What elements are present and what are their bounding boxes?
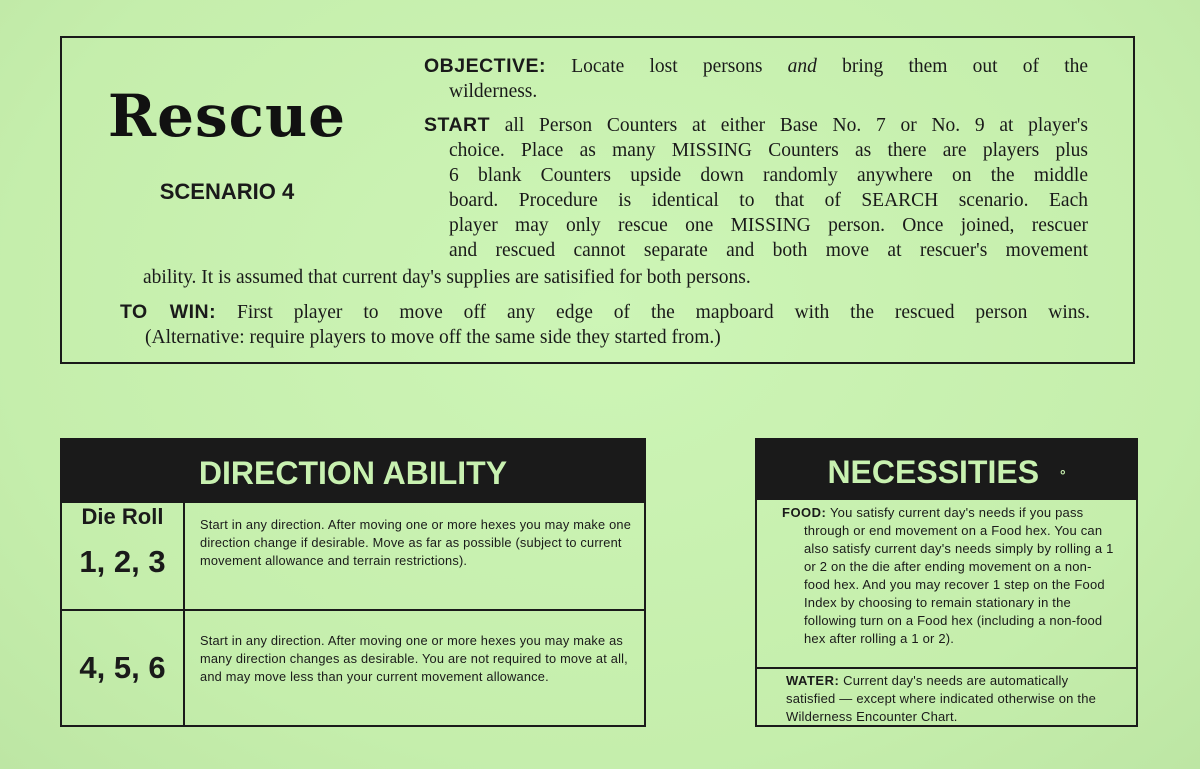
direction-ability-header: DIRECTION ABILITY: [62, 440, 644, 503]
objective-paragraph: [424, 54, 1088, 104]
necessities-table: [755, 438, 1138, 727]
necessities-divider: [757, 667, 1136, 669]
start-line-4: board. Procedure is identical to that of SEARCH scenario. Each: [449, 190, 1088, 211]
to-win-paragraph: [120, 300, 1090, 350]
row-divider: [62, 609, 644, 611]
start-tail: ability. It is assumed that current day's supplies are satisified for both persons.: [143, 267, 751, 288]
die-roll-label: Die Roll: [81, 504, 164, 529]
start-line-5: player may only rescue one MISSING person. Once joined, rescuer: [449, 215, 1088, 236]
scenario-number: SCENARIO 4: [159, 179, 295, 204]
objective-label: OBJECTIVE:: [424, 55, 547, 77]
start-paragraph: [424, 113, 1088, 263]
to-win-text: First player to move off any edge of the mapboard with the rescued person wins.: [237, 302, 1090, 323]
start-label: START: [424, 114, 491, 136]
food-rule: [782, 504, 1117, 648]
objective-text-after: bring them out of the: [842, 56, 1089, 77]
start-line-1: all Person Counters at either Base No. 7 or No. 9 at player's: [504, 115, 1088, 136]
die-roll-value: 1, 2, 3: [79, 544, 166, 579]
necessities-header: [757, 440, 1136, 500]
objective-text-em: and: [787, 56, 817, 77]
food-text: You satisfy current day's needs if you pass through or end movement on a Food hex. You can also satisfy current day's needs simply by rolling a 1 or 2 on the die after ending movement on a non-food hex. And you may recover 1 step on the Food Index by choosing to remain stationary in the following turn on a Food hex (including a non-food hex after rolling a 1 or 2).: [804, 505, 1114, 646]
start-line-2: choice. Place as many MISSING Counters as there are players plus: [449, 140, 1088, 161]
water-rule: [786, 672, 1121, 726]
scenario-title: Rescue: [107, 82, 347, 150]
start-line-6: and rescued cannot separate and both move at rescuer's movement: [449, 240, 1088, 261]
direction-ability-table: [60, 438, 646, 727]
objective-text-line2: wilderness.: [449, 81, 538, 102]
to-win-label: TO WIN:: [120, 301, 217, 323]
water-text: Current day's needs are automatically satisfied — except where indicated otherwise on the Wilderness Encounter Chart.: [786, 673, 1097, 724]
direction-rule-text: Start in any direction. After moving one or more hexes you may make as many direction changes as desirable. You are not required to move at all, and may move less than your current movement allowance.: [200, 633, 628, 684]
column-divider: [183, 503, 185, 725]
water-label: WATER:: [786, 673, 840, 688]
die-roll-value: 4, 5, 6: [79, 650, 166, 685]
objective-text-before: Locate lost persons: [571, 56, 763, 77]
direction-rule-text: Start in any direction. After moving one or more hexes you may make one direction change if desirable. Move as far as possible (subject to current movement allowance and terrain restrictions).: [200, 517, 632, 568]
to-win-text-line2: (Alternative: require players to move off the same side they started from.): [145, 327, 721, 348]
food-label: FOOD:: [782, 505, 827, 520]
start-line-3: 6 blank Counters upside down randomly anywhere on the middle: [449, 165, 1088, 186]
degree-mark: °: [1059, 466, 1066, 483]
necessities-title: NECESSITIES: [827, 454, 1040, 490]
